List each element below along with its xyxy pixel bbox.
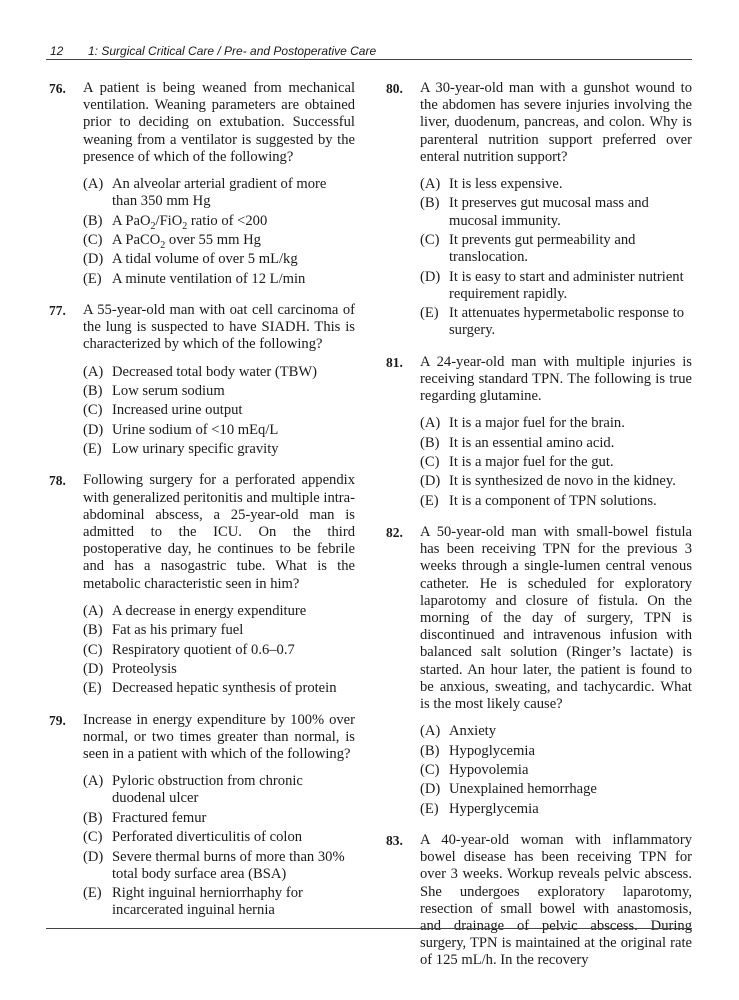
option-letter: (C) [420,232,440,248]
question-number: 78. [49,473,66,489]
question-stem: A 55-year-old man with oat cell carcinoma of the lung is suspected to have SIADH. This is characterized by which of the following? [83,301,355,353]
answer-option [420,415,692,432]
answer-option [83,441,355,458]
answer-option [83,680,355,697]
answer-option [420,801,692,818]
option-letter: (A) [420,176,441,193]
option-letter: (E) [420,800,439,817]
option-text: A minute ventilation of 12 L/min [112,270,306,287]
option-text: It is easy to start and administer nutrient requirement rapidly. [449,268,684,302]
option-letter: (C) [83,641,103,658]
option-letter: (C) [83,829,103,846]
header-rule [46,59,692,60]
answer-option [420,493,692,510]
left-column [49,80,355,934]
answer-option [83,251,355,268]
option-text: Hypovolemia [449,761,529,778]
option-text: It is an essential amino acid. [449,434,615,451]
option-letter: (C) [420,453,440,470]
option-letter: (A) [83,176,104,193]
option-text: Urine sodium of <10 mEq/L [112,421,279,438]
option-letter: (A) [420,415,441,432]
question-number: 79. [49,712,66,728]
answer-option [83,364,355,381]
option-letter: (B) [83,212,103,229]
answer-options [420,415,692,510]
option-letter: (B) [83,809,103,826]
question-number: 82. [386,524,403,540]
question-number: 77. [49,302,66,318]
answer-option [83,849,355,883]
answer-option [83,642,355,659]
answer-options [83,364,355,459]
answer-option [420,269,692,303]
question-number: 80. [386,81,403,96]
footer-rule [46,928,692,929]
option-letter: (B) [420,195,440,212]
option-text: Decreased hepatic synthesis of protein [112,680,337,697]
option-letter: (D) [420,473,441,490]
question-stem: A 30-year-old man with a gunshot wound to the abdomen has severe injuries involving the liver, duodenum, pancreas, and colon. Why is parenteral nutrition support preferred over enteral nutrition support? [420,80,692,165]
option-text: Hypoglycemia [449,742,535,759]
answer-option [420,195,692,229]
question-number: 81. [386,354,403,370]
option-text: A decrease in energy expenditure [112,602,307,619]
option-letter: (A) [83,773,104,790]
answer-option [420,176,692,193]
option-text: Low serum sodium [112,382,225,399]
question [386,354,692,510]
option-letter: (E) [83,680,102,697]
option-letter: (D) [83,848,104,865]
answer-options [83,773,355,919]
answer-option [83,885,355,919]
answer-option [83,773,355,807]
option-letter: (E) [83,885,102,902]
option-text: It is a major fuel for the gut. [449,453,614,470]
option-letter: (A) [83,363,104,380]
answer-option [420,435,692,452]
answer-option [83,232,355,249]
option-text: It is a component of TPN solutions. [449,492,657,509]
option-text: It is synthesized de novo in the kidney. [449,473,676,490]
option-text: It preserves gut mucosal mass and mucosal immunity. [449,195,649,229]
question-stem: A patient is being weaned from mechanical ventilation. Weaning parameters are obtained prior to deciding on extubation. Successful weaning from a ventilator is suggested by the presence of which of the following? [83,80,355,165]
option-text: A PaO$_2$/FiO$_2$ ratio of <200 [112,212,268,232]
answer-option [83,603,355,620]
option-letter: (C) [83,402,103,419]
question-stem: Increase in energy expenditure by 100% over normal, or two times greater than normal, is seen in a patient with which of the following? [83,711,355,762]
option-letter: (B) [83,382,103,399]
answer-option [83,622,355,639]
answer-option [83,810,355,827]
option-text: It prevents gut permeability and translocation. [449,232,636,266]
option-text: Anxiety [449,723,497,740]
option-text: It is a major fuel for the brain. [449,415,625,432]
question-stem: A 40-year-old woman with inflammatory bowel disease has been receiving TPN for over 3 weeks. Workup reveals pelvic abscess. She undergoes exploratory laparotomy, resection of small bowel with anastomosis, and drainage of pelvic abscess. During surgery, TPN is maintained at the original rate of 125 mL/h. In the recovery [420,831,692,969]
question [386,80,692,340]
option-letter: (E) [420,305,439,322]
option-text: Decreased total body water (TBW) [112,363,318,380]
question [49,302,355,458]
answer-option [83,176,355,210]
answer-option [83,661,355,678]
option-letter: (C) [420,761,440,778]
question-stem: Following surgery for a perforated appendix with generalized peritonitis and multiple intra-abdominal abscess, a 25-year-old man is admitted to the ICU. On the third postoperative day, he continues to be febrile and has a nasogastric tube. What is the metabolic characteristic seen in him? [83,472,355,592]
answer-option [83,829,355,846]
option-letter: (E) [420,492,439,509]
option-letter: (A) [420,723,441,740]
option-text: Respiratory quotient of 0.6–0.7 [112,641,295,658]
answer-option [420,723,692,740]
question [386,524,692,818]
answer-option [420,454,692,471]
answer-options [83,176,355,288]
option-letter: (D) [83,421,104,438]
option-text: Perforated diverticulitis of colon [112,829,303,846]
answer-option [420,232,692,266]
option-letter: (D) [83,660,104,677]
option-letter: (B) [83,622,103,639]
question-number: 76. [49,81,66,96]
running-title: 1: Surgical Critical Care / Pre- and Postoperative Care [88,44,377,58]
option-text: An alveolar arterial gradient of more than 350 mm Hg [112,176,327,210]
question [49,80,355,288]
answer-option [420,473,692,490]
answer-option [83,383,355,400]
answer-option [420,781,692,798]
option-text: Right inguinal herniorrhaphy for incarcerated inguinal hernia [112,885,303,919]
option-letter: (C) [83,232,103,248]
answer-option [83,213,355,230]
answer-option [83,271,355,288]
option-letter: (B) [420,742,440,759]
option-letter: (D) [420,781,441,798]
answer-option [420,305,692,339]
option-text: Fractured femur [112,809,207,826]
question [49,472,355,697]
question-number: 83. [386,832,403,848]
option-letter: (B) [420,434,440,451]
option-text: Hyperglycemia [449,800,539,817]
option-text: Pyloric obstruction from chronic duodenal ulcer [112,773,303,807]
answer-options [83,603,355,698]
question-stem: A 24-year-old man with multiple injuries is receiving standard TPN. The following is true regarding glutamine. [420,353,692,404]
option-letter: (D) [420,268,441,285]
option-text: It is less expensive. [449,176,563,193]
option-text: A PaCO$_2$ over 55 mm Hg [112,232,261,251]
answer-option [83,422,355,439]
option-letter: (A) [83,602,104,619]
option-text: It attenuates hypermetabolic response to surgery. [449,305,685,339]
option-letter: (E) [83,270,102,287]
page-number: 12 [50,44,64,58]
question [386,832,692,970]
option-text: Low urinary specific gravity [112,441,279,458]
question-stem: A 50-year-old man with small-bowel fistula has been receiving TPN for the previous 3 weeks through a single-lumen central venous catheter. He is scheduled for exploratory laparotomy and closure of fistula. On the morning of the day of surgery, TPN is discontinued and intravenous infusion with balanced salt solution (Ringer’s lactate) is started. An hour later, the patient is found to be anxious, sweating, and tachycardic. What is the most likely cause? [420,523,692,712]
option-text: Unexplained hemorrhage [449,781,597,798]
answer-option [420,743,692,760]
answer-option [420,762,692,779]
question [49,712,355,920]
option-text: Fat as his primary fuel [112,622,244,639]
option-letter: (D) [83,251,104,268]
right-column [386,80,692,984]
answer-options [420,176,692,340]
option-text: Severe thermal burns of more than 30% total body surface area (BSA) [112,848,345,882]
option-text: Proteolysis [112,660,177,677]
option-text: A tidal volume of over 5 mL/kg [112,251,298,268]
option-text: Increased urine output [112,402,243,419]
option-letter: (E) [83,441,102,458]
answer-options [420,723,692,818]
answer-option [83,402,355,419]
